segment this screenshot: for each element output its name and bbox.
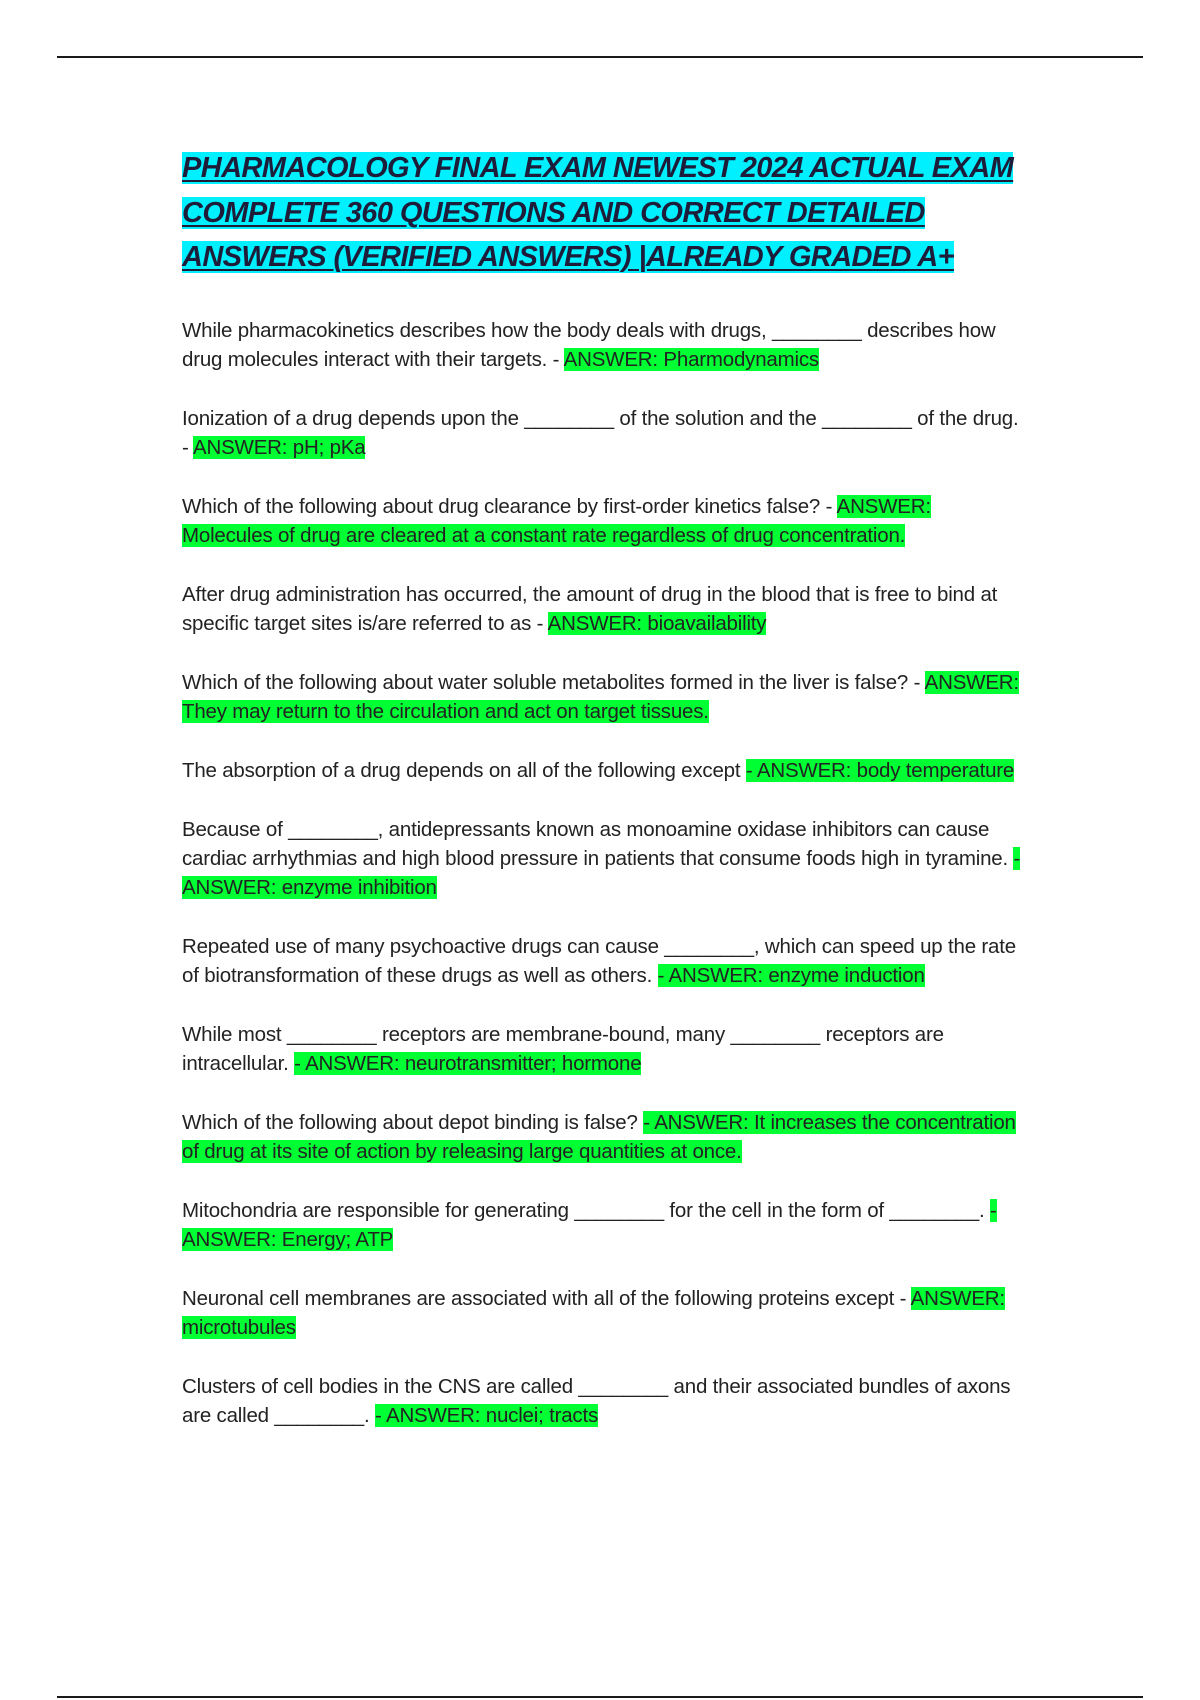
- answer-highlight: - ANSWER: neurotransmitter; hormone: [294, 1051, 642, 1075]
- qa-item: [182, 580, 1022, 638]
- qa-item: [182, 1372, 1022, 1430]
- answer-highlight: ANSWER: microtubules: [182, 1286, 1005, 1339]
- qa-item: [182, 668, 1022, 726]
- question-text: While pharmacokinetics describes how the body deals with drugs, ________ describes how drug molecules interact with their targets. -: [182, 318, 996, 371]
- question-text: While most ________ receptors are membrane-bound, many ________ receptors are intracellular.: [182, 1022, 944, 1075]
- answer-highlight: - ANSWER: body temperature: [745, 758, 1015, 782]
- qa-item: [182, 404, 1022, 462]
- page-bottom-rule: [57, 1696, 1143, 1698]
- document-title: [182, 146, 1022, 280]
- question-text: Because of ________, antidepressants known as monoamine oxidase inhibitors can cause cardiac arrhythmias and high blood pressure in patients that consume foods high in tyramine.: [182, 817, 1014, 870]
- qa-item: [182, 1020, 1022, 1078]
- question-text: Which of the following about drug clearance by first-order kinetics false? -: [182, 494, 837, 518]
- answer-highlight: ANSWER: bioavailability: [547, 611, 767, 635]
- document-body: [182, 146, 1022, 1460]
- qa-item: [182, 492, 1022, 550]
- question-text: Repeated use of many psychoactive drugs can cause ________, which can speed up the rate of biotransformation of these drugs as well as others.: [182, 934, 1016, 987]
- qa-item: [182, 815, 1022, 902]
- qa-item: [182, 1108, 1022, 1166]
- answer-highlight: - ANSWER: Energy; ATP: [182, 1198, 997, 1251]
- qa-item: [182, 932, 1022, 990]
- question-text: After drug administration has occurred, the amount of drug in the blood that is free to bind at specific target sites is/are referred to as -: [182, 582, 998, 635]
- qa-item: [182, 756, 1022, 785]
- question-text: Clusters of cell bodies in the CNS are called ________ and their associated bundles of axons are called ________.: [182, 1374, 1011, 1427]
- answer-highlight: ANSWER: Molecules of drug are cleared at a constant rate regardless of drug concentration.: [182, 494, 931, 547]
- question-text: The absorption of a drug depends on all of the following except: [182, 758, 746, 782]
- answer-highlight: - ANSWER: nuclei; tracts: [374, 1403, 599, 1427]
- qa-list: [182, 316, 1022, 1430]
- qa-item: [182, 316, 1022, 374]
- answer-highlight: ANSWER: Pharmodynamics: [563, 347, 819, 371]
- qa-item: [182, 1284, 1022, 1342]
- question-text: Which of the following about depot binding is false?: [182, 1110, 644, 1134]
- question-text: Ionization of a drug depends upon the ________ of the solution and the ________ of the drug. -: [182, 406, 1019, 459]
- question-text: Neuronal cell membranes are associated with all of the following proteins except -: [182, 1286, 911, 1310]
- document-title-text: PHARMACOLOGY FINAL EXAM NEWEST 2024 ACTUAL EXAM COMPLETE 360 QUESTIONS AND CORRECT DETAILED ANSWERS (VERIFIED ANSWERS) |ALREADY GRADED A+: [182, 152, 1014, 273]
- page-top-rule: [57, 56, 1143, 58]
- answer-highlight: - ANSWER: enzyme induction: [657, 963, 925, 987]
- question-text: Which of the following about water soluble metabolites formed in the liver is false? -: [182, 670, 925, 694]
- answer-highlight: - ANSWER: It increases the concentration of drug at its site of action by releasing large quantities at once.: [182, 1110, 1016, 1163]
- answer-highlight: - ANSWER: enzyme inhibition: [182, 846, 1021, 899]
- answer-highlight: ANSWER: pH; pKa: [193, 435, 366, 459]
- question-text: Mitochondria are responsible for generating ________ for the cell in the form of ________.: [182, 1198, 991, 1222]
- qa-item: [182, 1196, 1022, 1254]
- answer-highlight: ANSWER: They may return to the circulation and act on target tissues.: [182, 670, 1019, 723]
